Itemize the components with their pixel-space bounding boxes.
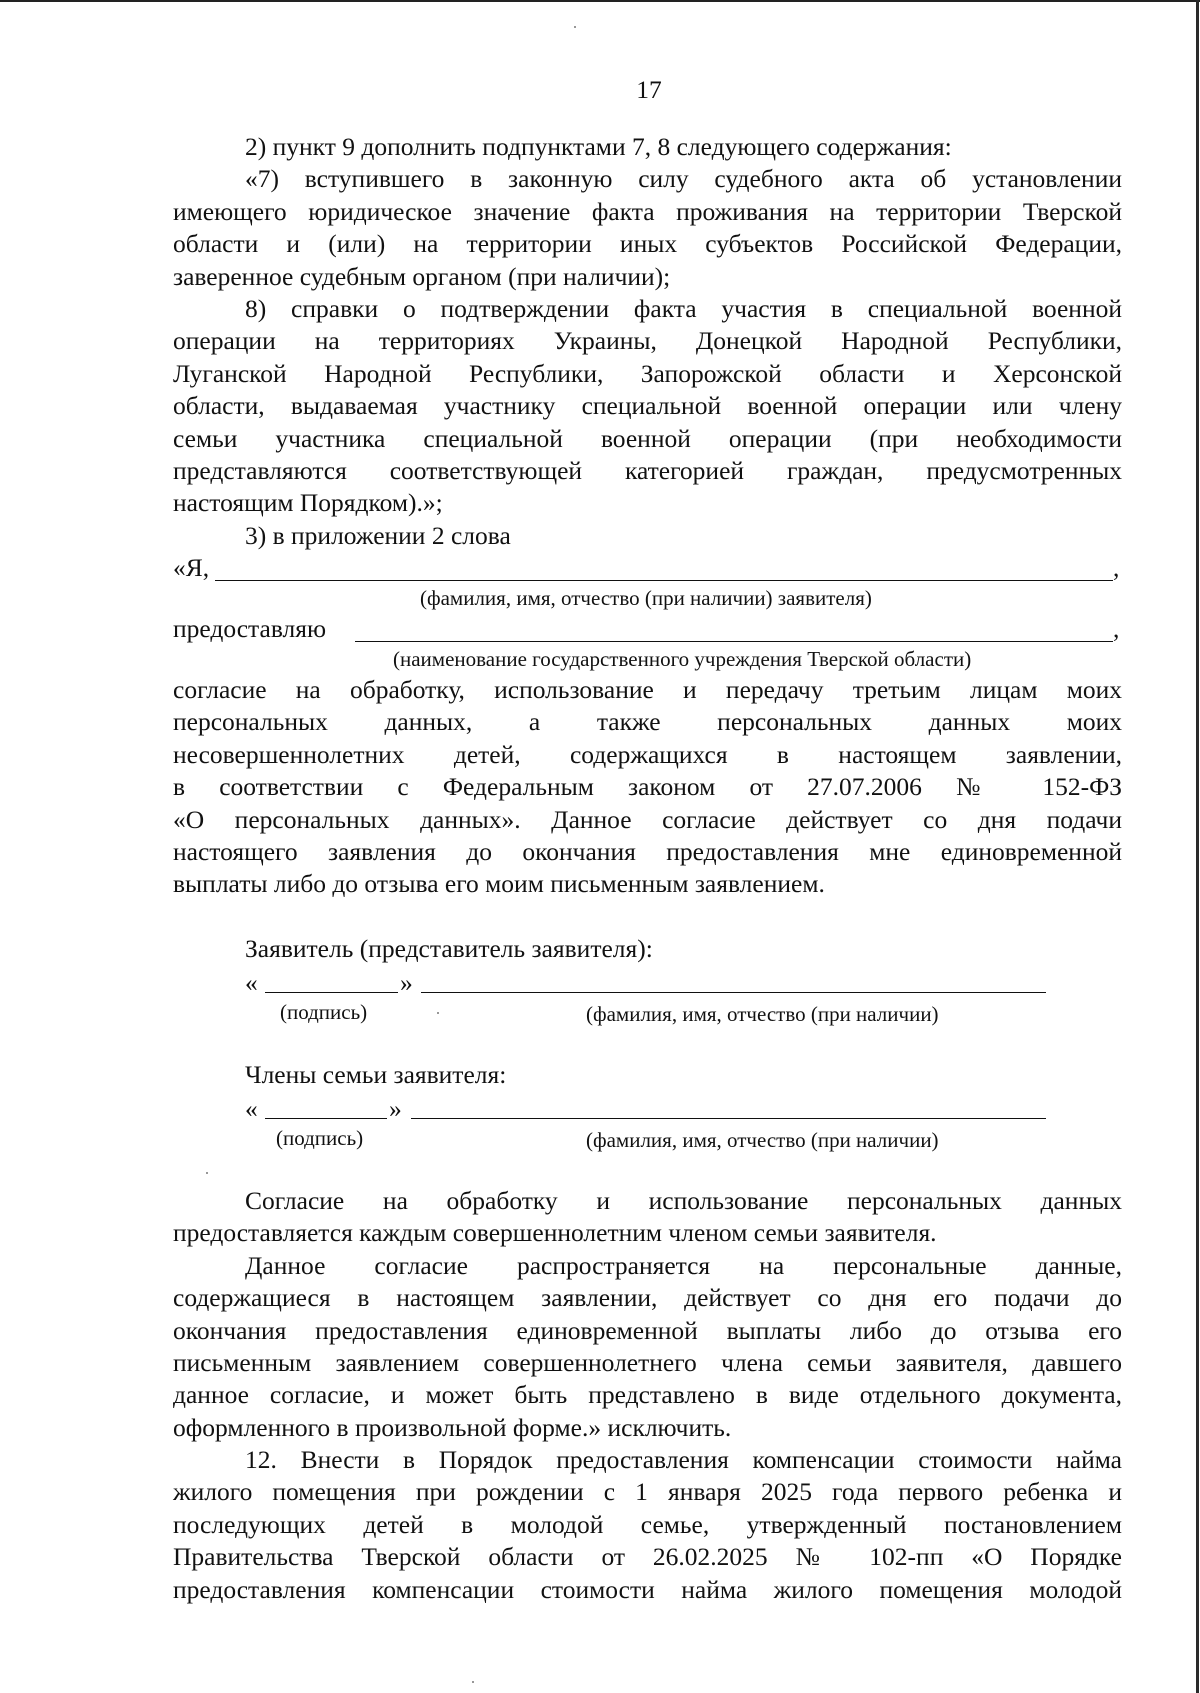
note2-line: данное согласие, и может быть представлено в виде отдельного документа, [173, 1380, 1122, 1410]
applicant-fio-line [421, 992, 1046, 993]
amendments-section [173, 131, 1122, 552]
quote-close: » [400, 968, 413, 997]
note2-line: содержащиеся в настоящем заявлении, действует со дня его подачи до [173, 1283, 1122, 1313]
page-number: 17 [636, 75, 662, 104]
family-fio-line [411, 1118, 1046, 1119]
sub7-line: имеющего юридическое значение факта проживания на территории Тверской [173, 196, 1122, 226]
applicant-label: Заявитель (представитель заявителя): [245, 934, 653, 963]
institution-line [355, 641, 1113, 642]
caption-institution: (наименование государственного учреждения Тверской области) [393, 647, 972, 671]
applicant-signature-line [265, 992, 398, 993]
fio-caption: (фамилия, имя, отчество (при наличии) [586, 1002, 939, 1026]
scan-speck [574, 26, 576, 28]
section12-line: Правительства Тверской области от 26.02.2025 № 102-пп «О Порядке [173, 1542, 1122, 1572]
provide-label: предоставляю [173, 614, 327, 643]
signature-caption: (подпись) [280, 1000, 368, 1024]
sub7-line: «7) вступившего в законную силу судебного акта об установлении [245, 164, 1122, 194]
applicant-name-line [215, 580, 1113, 581]
section12-line: последующих детей в молодой семье, утвержденный постановлением [173, 1509, 1122, 1539]
caption-applicant-name: (фамилия, имя, отчество (при наличии) заявителя) [420, 586, 872, 610]
consent-line: несовершеннолетних детей, содержащихся в настоящем заявлении, [173, 739, 1122, 769]
sub7-line: заверенное судебным органом (при наличии); [173, 261, 671, 291]
sub8-line: представляются соответствующей категорией граждан, предусмотренных [173, 456, 1122, 486]
note2-line: письменным заявлением совершеннолетнего члена семьи заявителя, давшего [173, 1348, 1122, 1378]
consent-paragraph [173, 674, 1122, 901]
note1-line: предоставляется каждым совершеннолетним членом семьи заявителя. [173, 1218, 937, 1248]
sub8-line: операции на территориях Украины, Донецкой Народной Республики, [173, 326, 1122, 356]
consent-line: настоящего заявления до окончания предоставления мне единовременной [173, 837, 1122, 867]
scan-edge-right [1196, 0, 1199, 1693]
consent-line: «О персональных данных». Данное согласие действует со дня подачи [173, 804, 1122, 834]
consent-line: персональных данных, а также персональных данных моих [173, 707, 1122, 737]
scan-speck [437, 1012, 439, 1014]
family-label: Члены семьи заявителя: [245, 1060, 507, 1089]
sub8-line: Луганской Народной Республики, Запорожской области и Херсонской [173, 358, 1122, 388]
sub7-line: области и (или) на территории иных субъектов Российской Федерации, [173, 229, 1122, 259]
consent-line: выплаты либо до отзыва его моим письменным заявлением. [173, 869, 825, 899]
comma: , [1113, 553, 1120, 582]
consent-line: согласие на обработку, использование и передачу третьим лицам моих [173, 675, 1122, 704]
note2-line: оформленного в произвольной форме.» исключить. [173, 1412, 732, 1442]
sub8-line: семьи участника специальной военной операции (при необходимости [173, 423, 1122, 453]
i-prefix: «Я, [173, 553, 210, 582]
signature-caption: (подпись) [276, 1126, 364, 1150]
section12-line: 12. Внести в Порядок предоставления компенсации стоимости найма [245, 1445, 1122, 1474]
quote-open: « [245, 1094, 258, 1123]
sub8-line: области, выдаваемая участнику специальной военной операции или члену [173, 391, 1122, 421]
note2-line: Данное согласие распространяется на персональные данные, [245, 1250, 1122, 1280]
item3-intro: 3) в приложении 2 слова [245, 520, 511, 550]
quote-open: « [245, 968, 258, 997]
scan-edge-top [0, 0, 1200, 2]
section-12 [173, 1444, 1122, 1606]
family-signature-line [265, 1118, 387, 1119]
sub8-line: настоящим Порядком).»; [173, 488, 443, 518]
consent-line: в соответствии с Федеральным законом от 27.07.2006 № 152-ФЗ [173, 772, 1122, 802]
scan-speck [206, 1172, 208, 1174]
sub8-line: 8) справки о подтверждении факта участия в специальной военной [245, 294, 1122, 324]
quote-close: » [389, 1094, 402, 1123]
fio-caption: (фамилия, имя, отчество (при наличии) [586, 1128, 939, 1152]
note2-line: окончания предоставления единовременной выплаты либо до отзыва его [173, 1315, 1122, 1345]
note1-line: Согласие на обработку и использование персональных данных [245, 1186, 1122, 1215]
section12-line: предоставления компенсации стоимости найма жилого помещения молодой [173, 1574, 1122, 1604]
notes-section [173, 1185, 1122, 1444]
comma: , [1113, 614, 1120, 643]
scan-speck [472, 1681, 474, 1683]
section12-line: жилого помещения при рождении с 1 января 2025 года первого ребенка и [173, 1477, 1122, 1507]
item2-intro: 2) пункт 9 дополнить подпунктами 7, 8 следующего содержания: [245, 132, 952, 161]
